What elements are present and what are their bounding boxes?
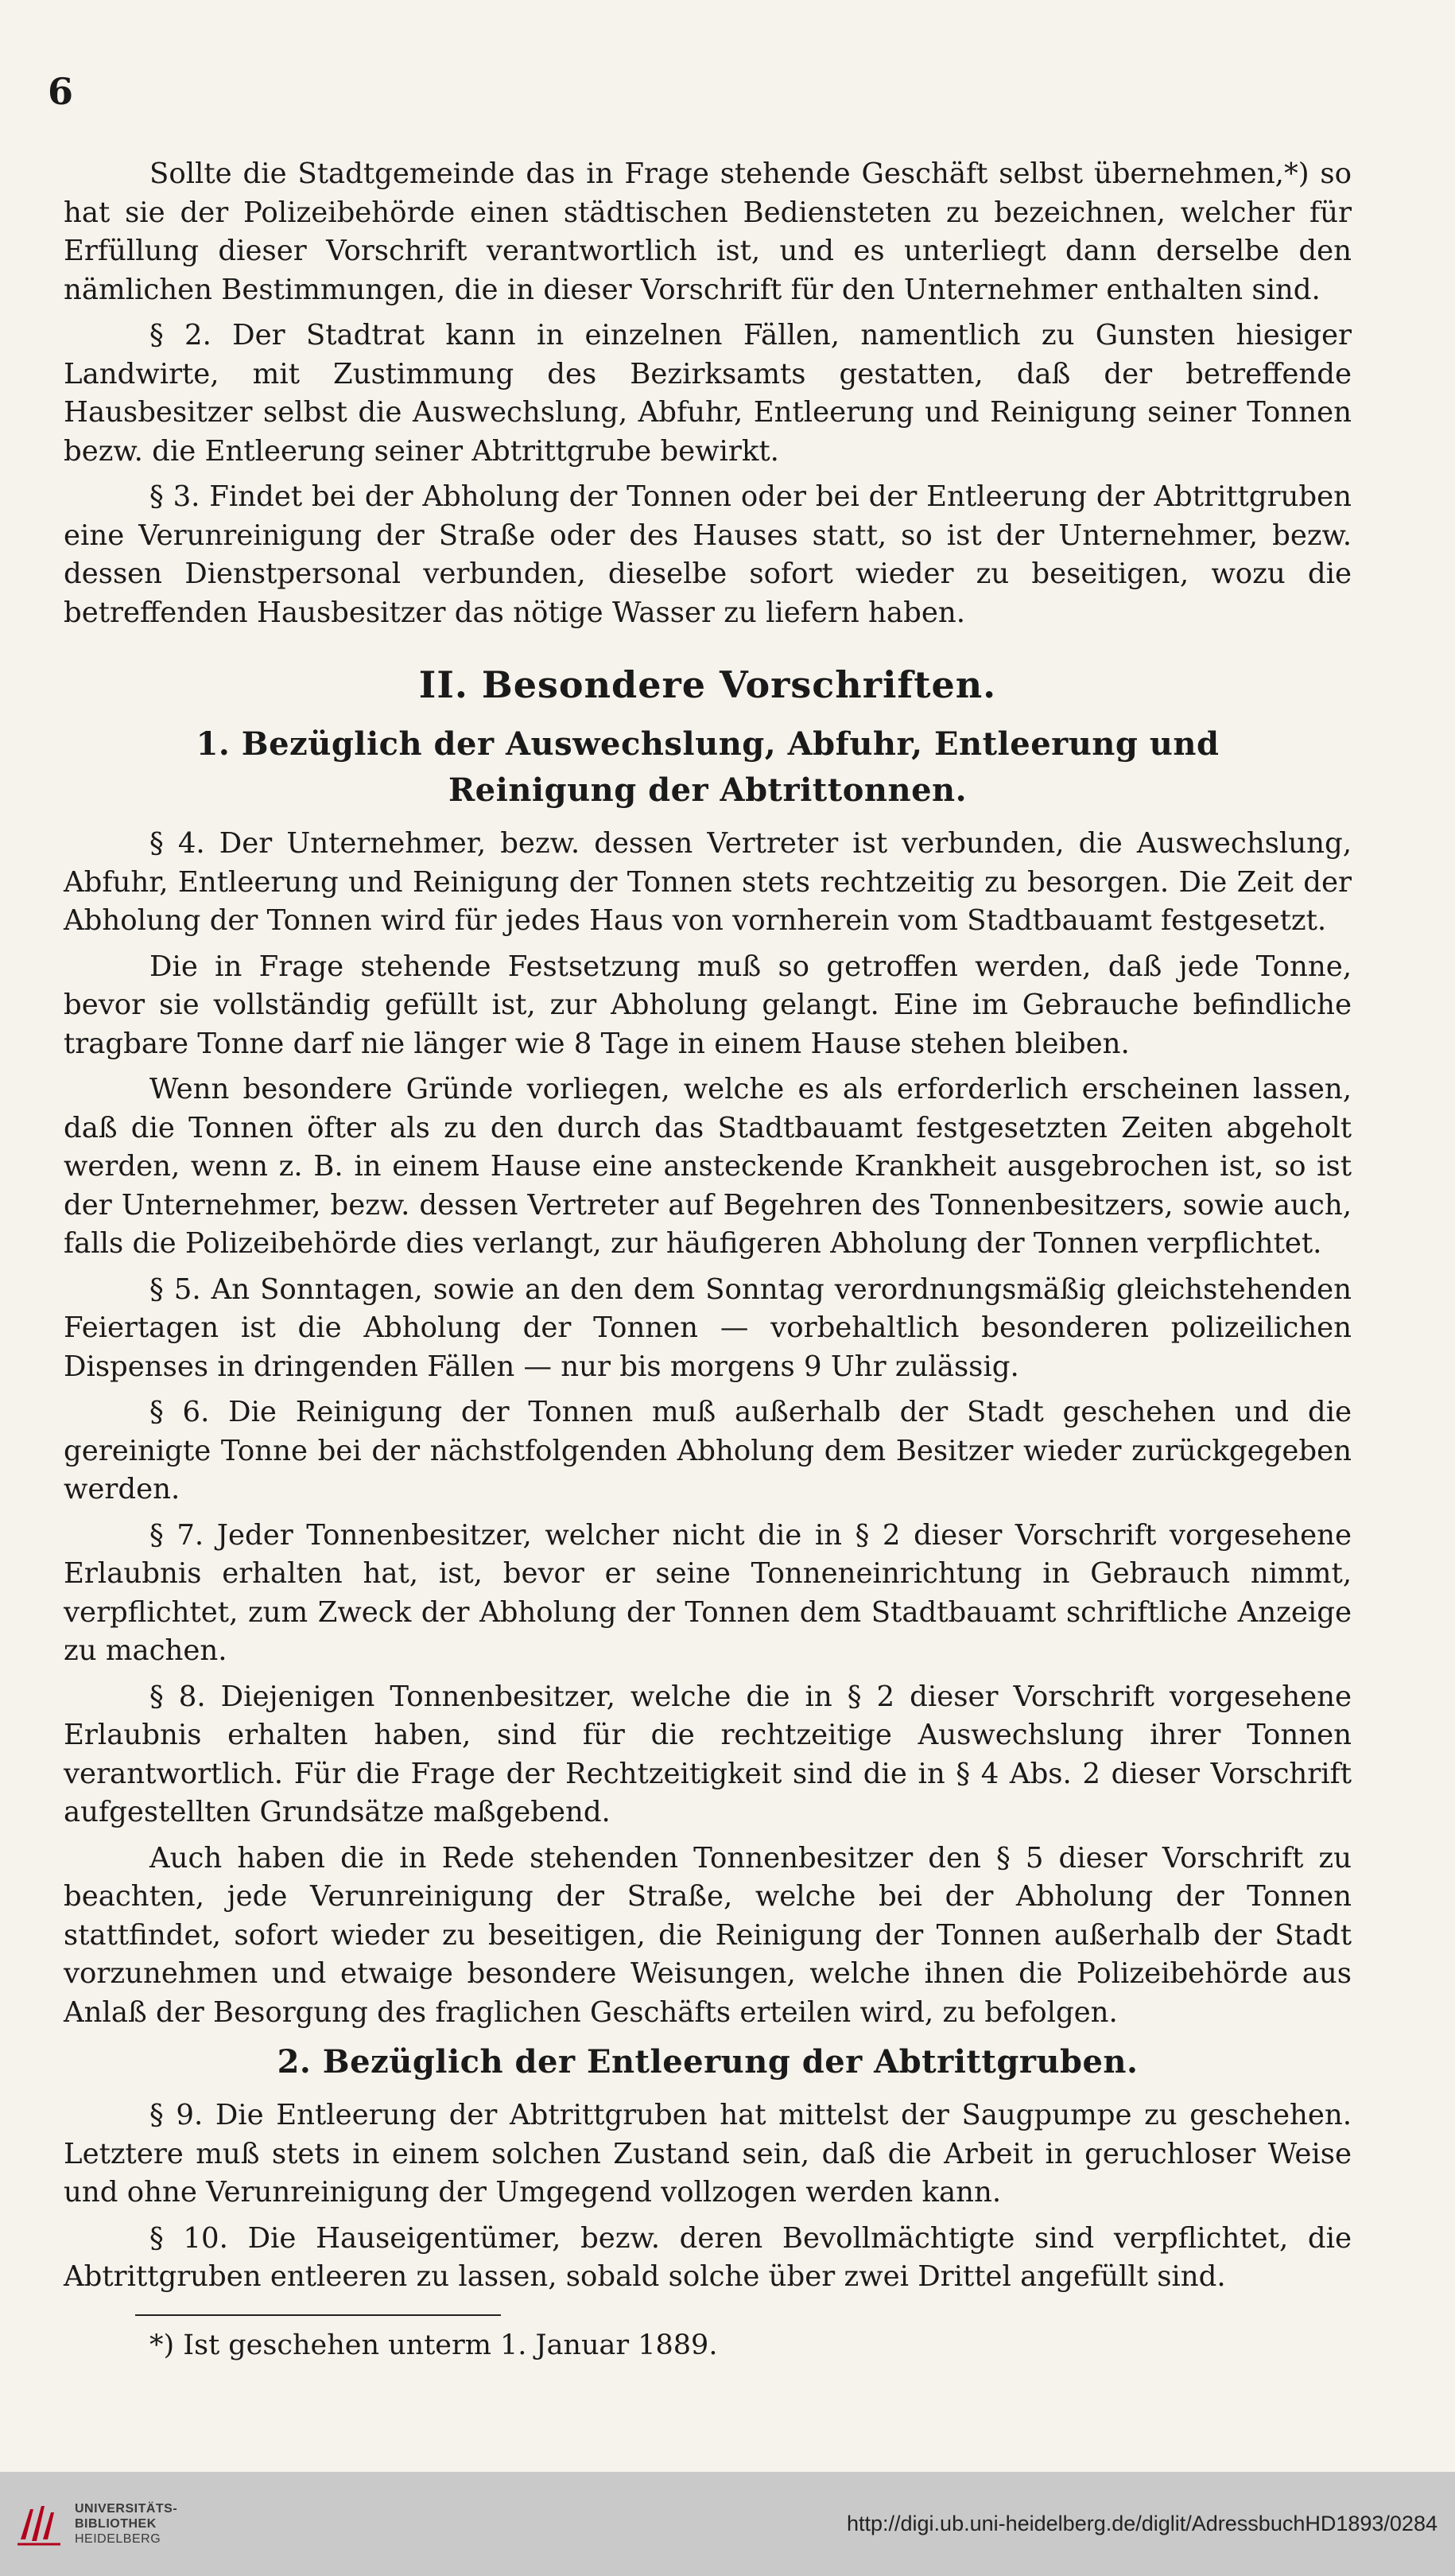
paragraph: § 3. Findet bei der Abholung der Tonnen oder bei der Entleerung der Abtrittgruben eine Verunreinigung der Straße oder des Hauses statt, so ist der Unternehmer, bezw. dessen Dienstpersonal verbunden, dieselbe sofort wieder zu beseitigen, wozu die betreffenden Hausbesitzer das nötige Wasser zu liefern haben. [64, 480, 1352, 629]
paragraph: Sollte die Stadtgemeinde das in Frage stehende Geschäft selbst übernehmen,*) so hat sie der Polizeibehörde einen städtischen Bediensteten zu bezeichnen, welcher für Erfüllung dieser Vorschrift verantwortlich ist, und es unterliegt dann derselbe den nämlichen Bestimmungen, die in dieser Vorschrift für den Unternehmer enthalten sind. [64, 157, 1352, 306]
subsection-heading-line: 1. Bezüglich der Auswechslung, Abfuhr, Entleerung und [196, 725, 1220, 763]
paragraph: § 4. Der Unternehmer, bezw. dessen Vertreter ist verbunden, die Auswechslung, Abfuhr, Entleerung und Reinigung der Tonnen stets rechtzeitig zu besorgen. Die Zeit der Abholung der Tonnen wird für jedes Haus von vornherein vom Stadtbauamt festgesetzt. [64, 827, 1352, 937]
page-number: 6 [48, 70, 74, 113]
viewer-footer-bar [0, 2472, 1455, 2576]
subsection-heading-1 [64, 721, 1352, 814]
footnote-rule [135, 2314, 501, 2316]
paragraph: § 7. Jeder Tonnenbesitzer, welcher nicht die in § 2 dieser Vorschrift vorgesehene Erlaubnis erhalten hat, ist, bevor er seine Tonneneinrichtung in Gebrauch nimmt, verpflichtet, zum Zweck der Abholung der Tonnen dem Stadtbauamt schriftliche Anzeige zu machen. [64, 1518, 1352, 1667]
paragraph: § 8. Diejenigen Tonnenbesitzer, welche die in § 2 dieser Vorschrift vorgesehene Erlaubnis erhalten haben, sind für die rechtzeitige Auswechslung ihrer Tonnen verantwortlich. Für die Frage der Rechtzeitigkeit sind die in § 4 Abs. 2 dieser Vorschrift aufgestellten Grundsätze maßgebend. [64, 1680, 1352, 1828]
paragraph: § 5. An Sonntagen, sowie an den dem Sonntag verordnungsmäßig gleichstehenden Feiertagen ist die Abholung der Tonnen — vorbehaltlich besonderen polizeilichen Dispenses in dringenden Fällen — nur bis morgens 9 Uhr zulässig. [64, 1272, 1352, 1383]
paragraph: Wenn besondere Gründe vorliegen, welche es als erforderlich erscheinen lassen, daß die Tonnen öfter als zu den durch das Stadtbauamt festgesetzten Zeiten abgeholt werden, wenn z. B. in einem Hause eine ansteckende Krankheit ausgebrochen ist, so ist der Unternehmer, bezw. dessen Vertreter auf Begehren des Tonnenbesitzers, sowie auch, falls die Polizeibehörde dies verlangt, zur häufigeren Abholung der Tonnen verpflichtet. [64, 1073, 1352, 1260]
logo-line: BIBLIOTHEK [75, 2517, 157, 2531]
section-heading: II. Besondere Vorschriften. [418, 663, 997, 706]
paragraph: Die in Frage stehende Festsetzung muß so getroffen werden, daß jede Tonne, bevor sie vollständig gefüllt ist, zur Abholung gelangt. Eine im Gebrauche befindliche tragbare Tonne darf nie länger wie 8 Tage in einem Hause stehen bleiben. [64, 950, 1352, 1060]
paragraph: Auch haben die in Rede stehenden Tonnenbesitzer den § 5 dieser Vorschrift zu beachten, jede Verunreinigung der Straße, welche bei der Abholung der Tonnen stattfindet, sofort wieder zu beseitigen, die Reinigung der Tonnen außerhalb der Stadt vorzunehmen und etwaige besondere Weisungen, welche ihnen die Polizeibehörde aus Anlaß der Besorgung des fraglichen Geschäfts erteilen wird, zu befolgen. [64, 1841, 1352, 2029]
logo-line: UNIVERSITÄTS- [75, 2502, 178, 2516]
logo-line: HEIDELBERG [75, 2532, 161, 2546]
subsection-heading-line: Reinigung der Abtrittonnen. [448, 771, 968, 809]
subsection-heading-2: 2. Bezüglich der Entleerung der Abtrittgruben. [277, 2043, 1139, 2081]
document-body [64, 155, 1352, 2371]
library-logo[interactable] [14, 2500, 177, 2549]
source-url-link[interactable]: http://digi.ub.uni-heidelberg.de/diglit/AdressbuchHD1893/0284 [846, 2512, 1438, 2535]
paragraph: § 2. Der Stadtrat kann in einzelnen Fällen, namentlich zu Gunsten hiesiger Landwirte, mit Zustimmung des Bezirksamts gestatten, daß der betreffende Hausbesitzer selbst die Auswechslung, Abfuhr, Entleerung und Reinigung seiner Tonnen bezw. die Entleerung seiner Abtrittgrube bewirkt. [64, 319, 1352, 468]
paragraph: § 6. Die Reinigung der Tonnen muß außerhalb der Stadt geschehen und die gereinigte Tonne bei der nächstfolgenden Abholung dem Besitzer wieder zurückgegeben werden. [64, 1396, 1352, 1506]
paragraph: § 9. Die Entleerung der Abtrittgruben hat mittelst der Saugpumpe zu geschehen. Letztere muß stets in einem solchen Zustand sein, daß die Arbeit in geruchloser Weise und ohne Verunreinigung der Umgegend vollzogen werden kann. [64, 2099, 1352, 2209]
library-logo-text [75, 2501, 177, 2547]
paragraph: § 10. Die Hauseigentümer, bezw. deren Bevollmächtigte sind verpflichtet, die Abtrittgruben entleeren zu lassen, sobald solche über zwei Drittel angefüllt sind. [64, 2221, 1352, 2293]
library-logo-icon [14, 2500, 64, 2549]
footnote: *) Ist geschehen unterm 1. Januar 1889. [149, 2329, 718, 2361]
